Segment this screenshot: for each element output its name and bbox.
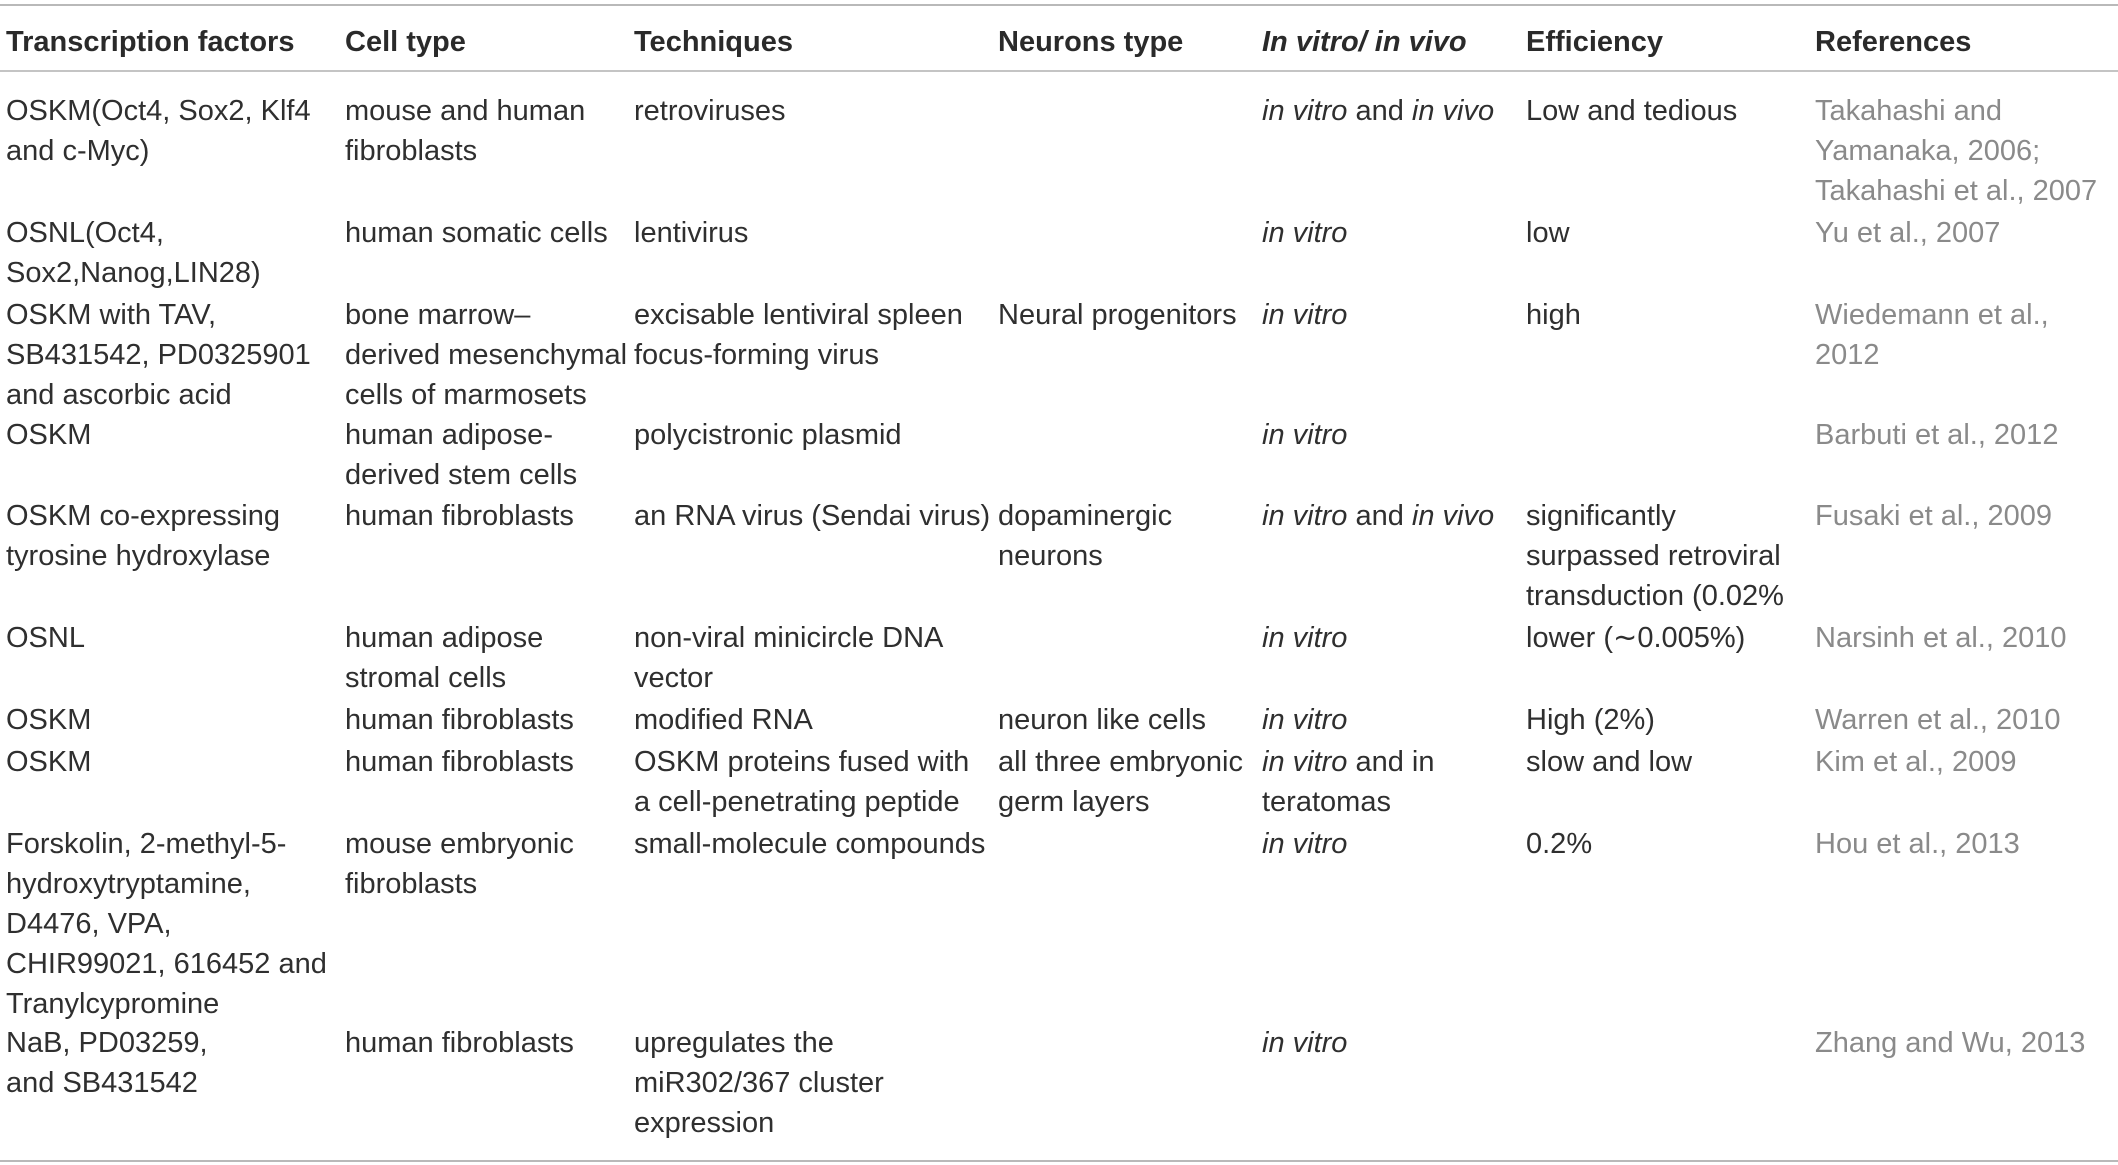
cell-type-cell: [345, 742, 635, 782]
in-vitro-text: in vitro: [1262, 419, 1348, 451]
transcription-factors-cell: [6, 213, 336, 293]
techniques-cell-line: vector: [634, 662, 713, 694]
efficiency-cell: [1526, 742, 1816, 782]
in-vitro-text: in vitro: [1262, 299, 1348, 331]
references-cell: [1815, 496, 2118, 536]
cell-type-cell-line: mouse and human: [345, 95, 586, 127]
in-vitro-in-vivo-cell: [1262, 824, 1522, 864]
in-vivo-text: in vivo: [1411, 500, 1495, 532]
references-cell-line: Wiedemann et al., 2012: [1815, 299, 2049, 371]
efficiency-cell-line: 0.2%: [1526, 828, 1593, 860]
teratomas-text: teratomas: [1262, 786, 1391, 818]
transcription-factors-cell: [6, 1023, 336, 1103]
references-cell-line: Kim et al., 2009: [1815, 746, 2017, 778]
references-cell: [1815, 824, 2118, 864]
techniques-cell-line: an RNA virus (Sendai virus): [634, 500, 991, 532]
references-cell: [1815, 295, 2118, 375]
techniques-cell: [634, 1023, 994, 1143]
in-vitro-text: in vitro: [1262, 95, 1348, 127]
transcription-factors-cell-line: Tranylcypromine: [6, 988, 220, 1020]
references-cell-line: Takahashi et al., 2007: [1815, 175, 2098, 207]
references-cell-line: Hou et al., 2013: [1815, 828, 2020, 860]
transcription-factors-cell: [6, 742, 336, 782]
in-vitro-in-vivo-cell: [1262, 618, 1522, 658]
in-vitro-in-vivo-cell: [1262, 1023, 1522, 1063]
techniques-cell-line: a cell-penetrating peptide: [634, 786, 960, 818]
header-neurons-type: Neurons type: [998, 26, 1184, 58]
in-vitro-in-vivo-cell: [1262, 415, 1522, 455]
references-cell: [1815, 618, 2118, 658]
header-techniques: Techniques: [634, 26, 793, 58]
references-cell: [1815, 415, 2118, 455]
references-cell-line: Yu et al., 2007: [1815, 217, 2001, 249]
neurons-type-cell: [998, 742, 1258, 822]
neurons-type-cell: [998, 700, 1258, 740]
techniques-cell: [634, 91, 994, 131]
transcription-factors-cell-line: OSKM co-expressing: [6, 500, 280, 532]
neurons-type-cell: [998, 496, 1258, 576]
in-vitro-text: in vitro: [1262, 1027, 1348, 1059]
in-vitro-in-vivo-cell: [1262, 496, 1522, 536]
table-bottom-rule: [0, 1160, 2118, 1162]
techniques-cell: [634, 295, 994, 375]
references-cell-line: Narsinh et al., 2010: [1815, 622, 2067, 654]
efficiency-cell-line: Low and tedious: [1526, 95, 1738, 127]
transcription-factors-cell-line: Sox2,Nanog,LIN28): [6, 257, 261, 289]
references-cell-line: Takahashi and: [1815, 95, 2003, 127]
cell-type-cell: [345, 295, 635, 415]
techniques-cell-line: miR302/367 cluster: [634, 1067, 884, 1099]
in-vitro-in-vivo-cell: [1262, 91, 1522, 131]
transcription-factors-cell-line: OSKM: [6, 746, 92, 778]
techniques-cell: [634, 742, 994, 822]
cell-type-cell-line: derived mesenchymal: [345, 339, 628, 371]
in-vitro-in-vivo-cell: [1262, 295, 1522, 335]
transcription-factors-cell-line: OSKM: [6, 704, 92, 736]
neurons-type-cell-line: germ layers: [998, 786, 1150, 818]
references-cell-line: Zhang and Wu, 2013: [1815, 1027, 2086, 1059]
cell-type-cell-line: fibroblasts: [345, 868, 478, 900]
techniques-cell-line: polycistronic plasmid: [634, 419, 902, 451]
efficiency-cell-line: significantly: [1526, 500, 1676, 532]
techniques-cell-line: expression: [634, 1107, 775, 1139]
cell-type-cell-line: human fibroblasts: [345, 746, 574, 778]
header-in-vitro-in-vivo: In vitro/ in vivo: [1262, 26, 1467, 58]
references-cell: [1815, 700, 2118, 740]
transcription-factors-cell-line: NaB, PD03259,: [6, 1027, 208, 1059]
techniques-cell: [634, 496, 994, 536]
in-vitro-text: in vitro: [1262, 704, 1348, 736]
references-cell-line: Fusaki et al., 2009: [1815, 500, 2052, 532]
in-vitro-in-vivo-cell: [1262, 213, 1522, 253]
transcription-factors-cell: [6, 496, 336, 576]
transcription-factors-cell: [6, 295, 336, 415]
transcription-factors-cell-line: D4476, VPA,: [6, 908, 172, 940]
header-references: References: [1815, 26, 1972, 58]
efficiency-cell-line: slow and low: [1526, 746, 1693, 778]
in-vitro-text: in vitro: [1262, 622, 1348, 654]
efficiency-cell: [1526, 496, 1816, 616]
cell-type-cell: [345, 824, 635, 904]
transcription-factors-cell-line: SB431542, PD0325901: [6, 339, 311, 371]
references-cell-line: Warren et al., 2010: [1815, 704, 2061, 736]
references-cell: [1815, 213, 2118, 253]
cell-type-cell-line: bone marrow–: [345, 299, 531, 331]
references-cell-line: Yamanaka, 2006;: [1815, 135, 2041, 167]
techniques-cell-line: modified RNA: [634, 704, 813, 736]
techniques-cell: [634, 213, 994, 253]
references-cell: [1815, 742, 2118, 782]
efficiency-cell-line: transduction (0.02%: [1526, 580, 1784, 612]
transcription-factors-cell-line: Forskolin, 2-methyl-5-: [6, 828, 287, 860]
cell-type-cell-line: cells of marmosets: [345, 379, 587, 411]
header-rule: [0, 70, 2118, 72]
efficiency-cell: [1526, 700, 1816, 740]
techniques-cell: [634, 618, 994, 698]
transcription-factors-cell-line: CHIR99021, 616452 and: [6, 948, 327, 980]
cell-type-cell: [345, 496, 635, 536]
references-cell: [1815, 1023, 2118, 1063]
header-transcription-factors: Transcription factors: [6, 26, 295, 58]
in-vitro-text: in vitro: [1262, 746, 1348, 778]
cell-type-cell-line: human somatic cells: [345, 217, 608, 249]
neurons-type-cell-line: Neural progenitors: [998, 299, 1237, 331]
in-vivo-text: in vivo: [1411, 95, 1495, 127]
neurons-type-cell-line: dopaminergic: [998, 500, 1173, 532]
transcription-factors-cell-line: OSKM with TAV,: [6, 299, 217, 331]
transcription-factors-cell: [6, 824, 336, 1024]
cell-type-cell: [345, 415, 635, 495]
techniques-cell-line: excisable lentiviral spleen: [634, 299, 963, 331]
cell-type-cell-line: human adipose: [345, 622, 544, 654]
transcription-factors-cell: [6, 618, 336, 658]
cell-type-cell: [345, 213, 635, 253]
neurons-type-cell-line: neurons: [998, 540, 1103, 572]
techniques-cell-line: small-molecule compounds: [634, 828, 986, 860]
techniques-cell-line: OSKM proteins fused with: [634, 746, 970, 778]
references-cell-line: Barbuti et al., 2012: [1815, 419, 2059, 451]
cell-type-cell-line: human fibroblasts: [345, 500, 574, 532]
techniques-cell: [634, 824, 994, 864]
in-vitro-text: in vitro: [1262, 500, 1348, 532]
transcription-factors-cell-line: and ascorbic acid: [6, 379, 232, 411]
efficiency-cell-line: low: [1526, 217, 1570, 249]
transcription-factors-cell-line: and SB431542: [6, 1067, 198, 1099]
in-vitro-in-vivo-cell: [1262, 742, 1522, 822]
cell-type-cell: [345, 700, 635, 740]
transcription-factors-cell-line: OSNL(Oct4,: [6, 217, 164, 249]
cell-type-cell-line: mouse embryonic: [345, 828, 574, 860]
table-header-row: [0, 0, 2118, 70]
cell-type-cell-line: human fibroblasts: [345, 1027, 574, 1059]
transcription-factors-cell-line: OSKM(Oct4, Sox2, Klf4: [6, 95, 311, 127]
cell-type-cell-line: derived stem cells: [345, 459, 578, 491]
transcription-factors-cell-line: OSKM: [6, 419, 92, 451]
header-efficiency: Efficiency: [1526, 26, 1663, 58]
techniques-cell-line: focus-forming virus: [634, 339, 879, 371]
neurons-type-cell: [998, 295, 1258, 335]
efficiency-cell-line: high: [1526, 299, 1581, 331]
conjunction-text: and: [1347, 95, 1412, 127]
techniques-cell: [634, 415, 994, 455]
efficiency-cell: [1526, 213, 1816, 253]
cell-type-cell-line: stromal cells: [345, 662, 507, 694]
efficiency-cell-line: lower (∼0.005%): [1526, 622, 1746, 654]
transcription-factors-cell-line: and c-Myc): [6, 135, 150, 167]
cell-type-cell-line: human fibroblasts: [345, 704, 574, 736]
conjunction-text: and in: [1347, 746, 1435, 778]
cell-type-cell: [345, 618, 635, 698]
cell-type-cell-line: fibroblasts: [345, 135, 478, 167]
transcription-factors-cell-line: OSNL: [6, 622, 85, 654]
neurons-type-cell-line: neuron like cells: [998, 704, 1206, 736]
techniques-cell-line: retroviruses: [634, 95, 786, 127]
efficiency-cell: [1526, 618, 1816, 658]
efficiency-cell-line: surpassed retroviral: [1526, 540, 1781, 572]
in-vitro-in-vivo-cell: [1262, 700, 1522, 740]
header-cell-type: Cell type: [345, 26, 466, 58]
conjunction-text: and: [1347, 500, 1412, 532]
neurons-type-cell-line: all three embryonic: [998, 746, 1243, 778]
techniques-cell-line: upregulates the: [634, 1027, 834, 1059]
cell-type-cell: [345, 91, 635, 171]
efficiency-cell-line: High (2%): [1526, 704, 1655, 736]
transcription-factors-cell-line: hydroxytryptamine,: [6, 868, 251, 900]
efficiency-cell: [1526, 824, 1816, 864]
cell-type-cell: [345, 1023, 635, 1063]
efficiency-cell: [1526, 91, 1816, 131]
techniques-cell-line: non-viral minicircle DNA: [634, 622, 944, 654]
transcription-factors-cell-line: tyrosine hydroxylase: [6, 540, 271, 572]
transcription-factors-cell: [6, 415, 336, 455]
references-cell: [1815, 91, 2118, 211]
techniques-cell: [634, 700, 994, 740]
in-vitro-text: in vitro: [1262, 217, 1348, 249]
in-vitro-text: in vitro: [1262, 828, 1348, 860]
transcription-factors-cell: [6, 700, 336, 740]
efficiency-cell: [1526, 295, 1816, 335]
cell-type-cell-line: human adipose-: [345, 419, 553, 451]
transcription-factors-cell: [6, 91, 336, 171]
techniques-cell-line: lentivirus: [634, 217, 749, 249]
